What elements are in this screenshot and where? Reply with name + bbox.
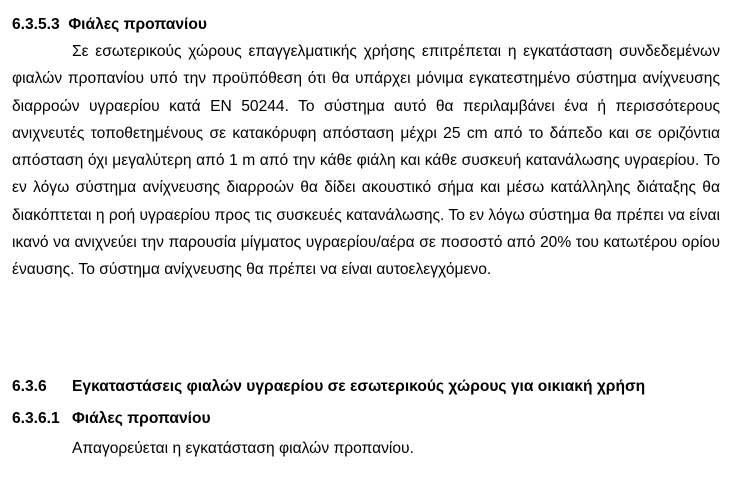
section-number: 6.3.6 [12, 378, 47, 395]
paragraph-text: Σε εσωτερικούς χώρους επαγγελματικής χρήσης επιτρέπεται η εγκατάσταση συνδεδεμένων φιαλών προπανίου υπό την προϋπόθεση ότι θα υπάρχει μόνιμα εγκατεστημένο σύστημα ανίχνευσης διαρροών υγραερίου κατά ΕΝ 50244. Το σύστημα αυτό θα περιλαμβάνει ένα ή περισσότερους ανιχνευτές τοποθετημένους σε κατακόρυφη απόσταση μέχρι 25 cm από το δάπεδο και σε οριζόντια απόσταση όχι μεγαλύτερη από 1 m από την κάθε φιάλη και κάθε συσκευή κατανάλωσης υγραερίου. Το εν λόγω σύστημα ανίχνευσης διαρροών θα δίδει ακουστικό σήμα και μέσω κατάλληλης διάταξης θα διακόπτεται η ροή υγραερίου προς τις συσκευές κατανάλωσης. Το εν λόγω σύστημα θα πρέπει να είναι ικανό να ανιχνεύει την παρουσία μίγματος υγραερίου/αέρα σε ποσοστό από 20% του κατωτέρου ορίου έναυσης. Το σύστημα ανίχνευσης θα πρέπει να είναι αυτοελεγχόμενο. [12, 43, 720, 279]
section-heading-6-3-5-3 [12, 16, 207, 34]
section-number: 6.3.5.3 [12, 16, 60, 33]
section-title: Φιάλες προπανίου [72, 410, 211, 427]
section-heading-6-3-6-1 [12, 410, 211, 428]
section-body-6-3-5-3 [12, 38, 720, 284]
section-title: Εγκαταστάσεις φιαλών υγραερίου σε εσωτερικούς χώρους για οικιακή χρήση [72, 378, 646, 395]
section-heading-6-3-6 [12, 378, 645, 396]
section-number: 6.3.6.1 [12, 410, 60, 427]
section-title: Φιάλες προπανίου [68, 16, 207, 33]
section-body-6-3-6-1: Απαγορεύεται η εγκατάσταση φιαλών προπανίου. [72, 440, 414, 457]
